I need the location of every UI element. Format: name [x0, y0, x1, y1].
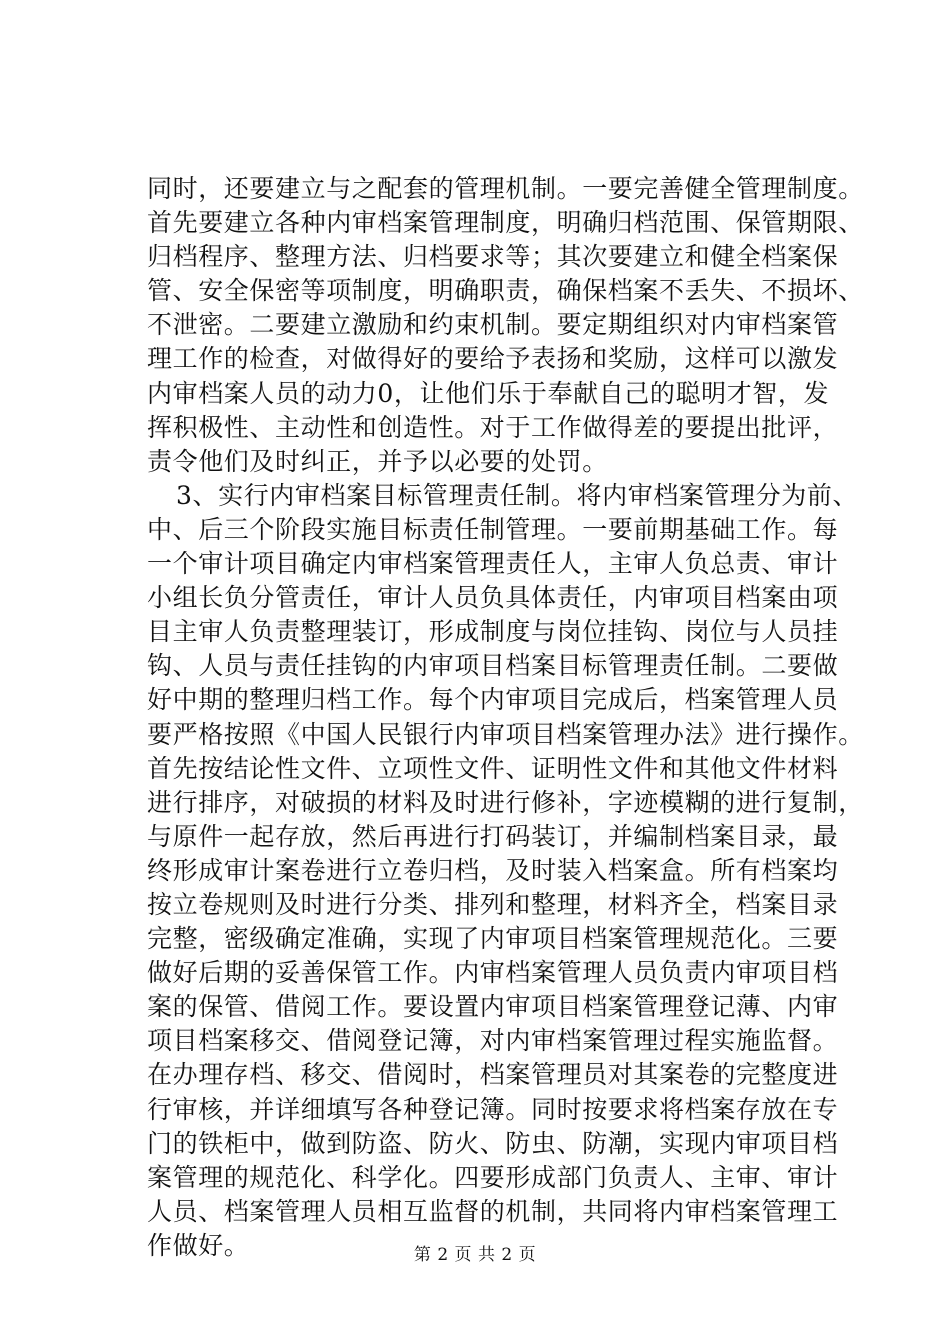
text-line: 中、后三个阶段实施目标责任制管理。一要前期基础工作。每	[147, 514, 839, 544]
text-line: 做好后期的妥善保管工作。内审档案管理人员负责内审项目档	[147, 958, 839, 988]
text-line: 项目档案移交、借阅登记簿，对内审档案管理过程实施监督。	[147, 1026, 839, 1056]
text-line: 首先按结论性文件、立项性文件、证明性文件和其他文件材料	[147, 753, 839, 783]
text-line: 终形成审计案卷进行立卷归档，及时装入档案盒。所有档案均	[147, 855, 839, 885]
text-line: 人员、档案管理人员相互监督的机制，共同将内审档案管理工	[147, 1196, 839, 1226]
text-line: 进行排序，对破损的材料及时进行修补，字迹模糊的进行复制，	[147, 787, 864, 817]
text-line: 案的保管、借阅工作。要设置内审项目档案管理登记薄、内审	[147, 992, 839, 1022]
text-line: 一个审计项目确定内审档案管理责任人，主审人负总责、审计	[147, 549, 839, 579]
text-line: 不泄密。二要建立激励和约束机制。要定期组织对内审档案管	[147, 310, 839, 340]
text-line: 在办理存档、移交、借阅时，档案管理员对其案卷的完整度进	[147, 1060, 839, 1090]
text-line: 完整，密级确定准确，实现了内审项目档案管理规范化。三要	[147, 924, 839, 954]
text-line: 理工作的检查，对做得好的要给予表扬和奖励，这样可以激发	[147, 344, 839, 374]
document-body	[147, 172, 864, 1263]
text-line: 与原件一起存放，然后再进行打码装订，并编制档案目录，最	[147, 821, 839, 851]
text-line: 3、实行内审档案目标管理责任制。将内审档案管理分为前、	[176, 480, 859, 510]
text-line: 挥积极性、主动性和创造性。对于工作做得差的要提出批评，	[147, 412, 839, 442]
text-line: 归档程序、整理方法、归档要求等；其次要建立和健全档案保	[147, 242, 839, 272]
text-line: 责令他们及时纠正，并予以必要的处罚。	[147, 446, 608, 476]
text-line: 案管理的规范化、科学化。四要形成部门负责人、主审、审计	[147, 1162, 839, 1192]
text-line: 钩、人员与责任挂钩的内审项目档案目标管理责任制。二要做	[147, 651, 839, 681]
text-line: 按立卷规则及时进行分类、排列和整理，材料齐全，档案目录	[147, 889, 839, 919]
paragraph-management-mechanism	[147, 172, 864, 479]
text-line: 同时，还要建立与之配套的管理机制。一要完善健全管理制度。	[147, 174, 864, 203]
text-line: 目主审人负责整理装订，形成制度与岗位挂钩、岗位与人员挂	[147, 617, 839, 647]
text-line: 作做好。	[147, 1230, 250, 1260]
text-line: 行审核，并详细填写各种登记簿。同时按要求将档案存放在专	[147, 1094, 839, 1124]
page-number-footer: 第 2 页 共 2 页	[413, 1245, 537, 1265]
text-line: 内审档案人员的动力0，让他们乐于奉献自己的聪明才智，发	[147, 378, 830, 408]
text-line: 好中期的整理归档工作。每个内审项目完成后，档案管理人员	[147, 685, 839, 715]
text-line: 管、安全保密等项制度，明确职责，确保档案不丢失、不损坏、	[147, 276, 864, 306]
text-line: 要严格按照《中国人民银行内审项目档案管理办法》进行操作。	[147, 719, 864, 749]
text-line: 首先要建立各种内审档案管理制度，明确归档范围、保管期限、	[147, 208, 864, 238]
paragraph-target-responsibility	[147, 479, 864, 1263]
text-line: 小组长负分管责任，审计人员负具体责任，内审项目档案由项	[147, 583, 839, 613]
text-line: 门的铁柜中，做到防盗、防火、防虫、防潮，实现内审项目档	[147, 1128, 839, 1158]
